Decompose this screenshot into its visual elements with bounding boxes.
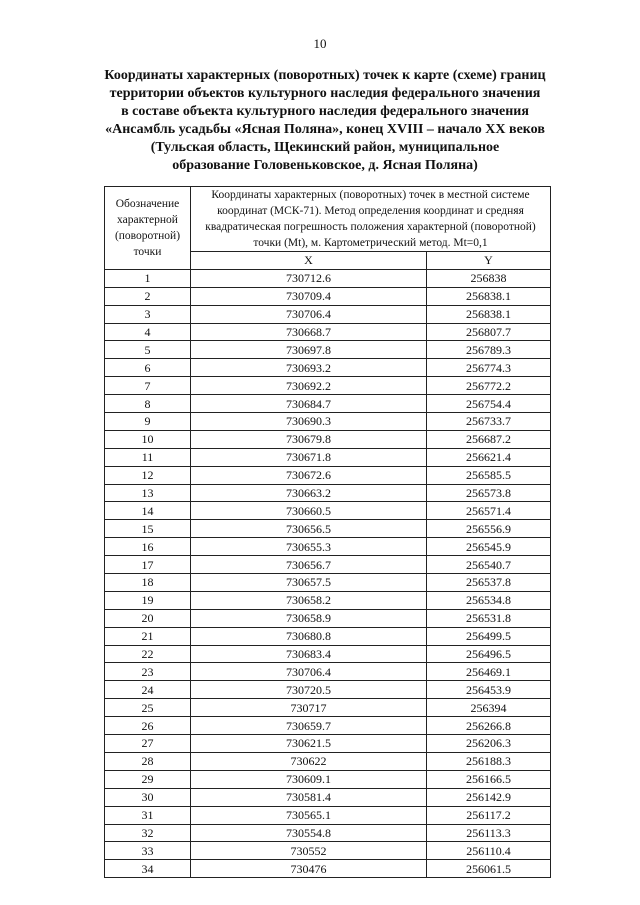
- header-line: Координаты характерных (поворотных) точек в местной системе: [211, 189, 530, 201]
- table-row: [105, 860, 551, 878]
- x-coordinate-cell: 730692.2: [191, 377, 427, 395]
- point-number-cell: 31: [105, 806, 191, 824]
- x-coordinate-cell: 730680.8: [191, 627, 427, 645]
- y-coordinate-cell: 256117.2: [427, 806, 551, 824]
- point-number-cell: 5: [105, 341, 191, 359]
- point-number-cell: 30: [105, 788, 191, 806]
- y-coordinate-cell: 256394: [427, 699, 551, 717]
- table-row: [105, 735, 551, 753]
- y-coordinate-cell: 256110.4: [427, 842, 551, 860]
- header-line: (поворотной): [114, 229, 181, 242]
- y-coordinate-cell: 256585.5: [427, 466, 551, 484]
- point-number-cell: 17: [105, 556, 191, 574]
- point-number-cell: 16: [105, 538, 191, 556]
- table-row: [105, 502, 551, 520]
- x-coordinate-cell: 730609.1: [191, 770, 427, 788]
- table-row: [105, 574, 551, 592]
- table-body: [105, 269, 551, 877]
- y-coordinate-cell: 256113.3: [427, 824, 551, 842]
- x-coordinate-cell: 730693.2: [191, 359, 427, 377]
- point-number-cell: 10: [105, 430, 191, 448]
- y-coordinate-cell: 256772.2: [427, 377, 551, 395]
- point-number-cell: 19: [105, 591, 191, 609]
- table-row: [105, 323, 551, 341]
- y-coordinate-cell: 256537.8: [427, 574, 551, 592]
- x-coordinate-cell: 730656.5: [191, 520, 427, 538]
- y-coordinate-cell: 256496.5: [427, 645, 551, 663]
- header-coordinates-description: [191, 187, 551, 252]
- y-coordinate-cell: 256774.3: [427, 359, 551, 377]
- table-row: [105, 395, 551, 413]
- y-coordinate-cell: 256499.5: [427, 627, 551, 645]
- x-coordinate-cell: 730655.3: [191, 538, 427, 556]
- x-coordinate-cell: 730659.7: [191, 717, 427, 735]
- y-coordinate-cell: 256838.1: [427, 305, 551, 323]
- header-point-designation: [105, 187, 191, 270]
- y-coordinate-cell: 256166.5: [427, 770, 551, 788]
- table-row: [105, 287, 551, 305]
- page-number: 10: [313, 36, 327, 51]
- x-coordinate-cell: 730679.8: [191, 430, 427, 448]
- x-coordinate-cell: 730672.6: [191, 466, 427, 484]
- x-coordinate-cell: 730581.4: [191, 788, 427, 806]
- point-number-cell: 15: [105, 520, 191, 538]
- point-number-cell: 18: [105, 574, 191, 592]
- table-row: [105, 359, 551, 377]
- x-coordinate-cell: 730621.5: [191, 735, 427, 753]
- title-line: в составе объекта культурного наследия федерального значения: [121, 104, 529, 119]
- table-row: [105, 806, 551, 824]
- header-line: характерной: [117, 213, 178, 226]
- point-number-cell: 22: [105, 645, 191, 663]
- title-line: территории объектов культурного наследия федерального значения: [109, 86, 541, 101]
- table-row: [105, 520, 551, 538]
- x-coordinate-cell: 730709.4: [191, 287, 427, 305]
- x-coordinate-cell: 730663.2: [191, 484, 427, 502]
- y-coordinate-cell: 256621.4: [427, 448, 551, 466]
- point-number-cell: 12: [105, 466, 191, 484]
- x-coordinate-cell: 730565.1: [191, 806, 427, 824]
- table-row: [105, 770, 551, 788]
- x-coordinate-cell: 730684.7: [191, 395, 427, 413]
- header-line: точки (Mt), м. Картометрический метод. Mt=0,1: [253, 237, 488, 249]
- point-number-cell: 24: [105, 681, 191, 699]
- point-number-cell: 13: [105, 484, 191, 502]
- point-number-cell: 6: [105, 359, 191, 377]
- point-number-cell: 3: [105, 305, 191, 323]
- y-coordinate-cell: 256188.3: [427, 752, 551, 770]
- table-row: [105, 645, 551, 663]
- table-row: [105, 788, 551, 806]
- document-title: [95, 67, 555, 175]
- table-row: [105, 627, 551, 645]
- table-row: [105, 430, 551, 448]
- x-coordinate-cell: 730656.7: [191, 556, 427, 574]
- point-number-cell: 2: [105, 287, 191, 305]
- x-coordinate-cell: 730706.4: [191, 663, 427, 681]
- point-number-cell: 34: [105, 860, 191, 878]
- x-coordinate-cell: 730671.8: [191, 448, 427, 466]
- x-coordinate-cell: 730720.5: [191, 681, 427, 699]
- x-coordinate-cell: 730717: [191, 699, 427, 717]
- y-coordinate-cell: 256573.8: [427, 484, 551, 502]
- title-line: (Тульская область, Щекинский район, муниципальное: [150, 140, 500, 155]
- x-coordinate-cell: 730476: [191, 860, 427, 878]
- y-coordinate-cell: 256687.2: [427, 430, 551, 448]
- x-coordinate-cell: 730554.8: [191, 824, 427, 842]
- table-row: [105, 448, 551, 466]
- point-number-cell: 7: [105, 377, 191, 395]
- point-number-cell: 23: [105, 663, 191, 681]
- x-coordinate-cell: 730683.4: [191, 645, 427, 663]
- y-coordinate-cell: 256789.3: [427, 341, 551, 359]
- table-row: [105, 663, 551, 681]
- x-coordinate-cell: 730622: [191, 752, 427, 770]
- y-coordinate-cell: 256838.1: [427, 287, 551, 305]
- table-row: [105, 377, 551, 395]
- point-number-cell: 33: [105, 842, 191, 860]
- point-number-cell: 32: [105, 824, 191, 842]
- x-coordinate-cell: 730660.5: [191, 502, 427, 520]
- header-y: Y: [427, 252, 551, 270]
- header-x: X: [191, 252, 427, 270]
- y-coordinate-cell: 256571.4: [427, 502, 551, 520]
- y-coordinate-cell: 256534.8: [427, 591, 551, 609]
- point-number-cell: 25: [105, 699, 191, 717]
- title-line: образование Головеньковское, д. Ясная Поляна): [172, 158, 478, 173]
- table-row: [105, 591, 551, 609]
- y-coordinate-cell: 256540.7: [427, 556, 551, 574]
- point-number-cell: 28: [105, 752, 191, 770]
- header-line: точки: [133, 245, 162, 258]
- point-number-cell: 26: [105, 717, 191, 735]
- point-number-cell: 8: [105, 395, 191, 413]
- x-coordinate-cell: 730712.6: [191, 269, 427, 287]
- y-coordinate-cell: 256545.9: [427, 538, 551, 556]
- table-row: [105, 681, 551, 699]
- x-coordinate-cell: 730697.8: [191, 341, 427, 359]
- point-number-cell: 27: [105, 735, 191, 753]
- table-row: [105, 466, 551, 484]
- table-row: [105, 269, 551, 287]
- title-line: Координаты характерных (поворотных) точек к карте (схеме) границ: [104, 68, 546, 83]
- table-row: [105, 717, 551, 735]
- x-coordinate-cell: 730658.9: [191, 609, 427, 627]
- table-row: [105, 699, 551, 717]
- header-line: квадратическая погрешность положения характерной (поворотной): [205, 221, 536, 233]
- table-row: [105, 842, 551, 860]
- table-row: [105, 824, 551, 842]
- table-row: [105, 752, 551, 770]
- y-coordinate-cell: 256469.1: [427, 663, 551, 681]
- table-row: [105, 556, 551, 574]
- y-coordinate-cell: 256142.9: [427, 788, 551, 806]
- table-row: [105, 609, 551, 627]
- point-number-cell: 1: [105, 269, 191, 287]
- x-coordinate-cell: 730658.2: [191, 591, 427, 609]
- y-coordinate-cell: 256556.9: [427, 520, 551, 538]
- header-line: координат (МСК-71). Метод определения координат и средняя: [217, 205, 524, 217]
- y-coordinate-cell: 256754.4: [427, 395, 551, 413]
- point-number-cell: 11: [105, 448, 191, 466]
- table-row: [105, 538, 551, 556]
- y-coordinate-cell: 256838: [427, 269, 551, 287]
- coordinates-table: [104, 186, 551, 878]
- table-row: [105, 341, 551, 359]
- point-number-cell: 4: [105, 323, 191, 341]
- x-coordinate-cell: 730552: [191, 842, 427, 860]
- x-coordinate-cell: 730657.5: [191, 574, 427, 592]
- table-row: [105, 413, 551, 431]
- header-line: Обозначение: [115, 197, 180, 210]
- y-coordinate-cell: 256453.9: [427, 681, 551, 699]
- point-number-cell: 21: [105, 627, 191, 645]
- x-coordinate-cell: 730690.3: [191, 413, 427, 431]
- point-number-cell: 20: [105, 609, 191, 627]
- table-row: [105, 484, 551, 502]
- title-line: «Ансамбль усадьбы «Ясная Поляна», конец XVIII – начало XX веков: [105, 122, 545, 137]
- table-row: [105, 305, 551, 323]
- y-coordinate-cell: 256531.8: [427, 609, 551, 627]
- x-coordinate-cell: 730668.7: [191, 323, 427, 341]
- y-coordinate-cell: 256061.5: [427, 860, 551, 878]
- point-number-cell: 29: [105, 770, 191, 788]
- y-coordinate-cell: 256206.3: [427, 735, 551, 753]
- y-coordinate-cell: 256807.7: [427, 323, 551, 341]
- point-number-cell: 14: [105, 502, 191, 520]
- y-coordinate-cell: 256733.7: [427, 413, 551, 431]
- y-coordinate-cell: 256266.8: [427, 717, 551, 735]
- x-coordinate-cell: 730706.4: [191, 305, 427, 323]
- point-number-cell: 9: [105, 413, 191, 431]
